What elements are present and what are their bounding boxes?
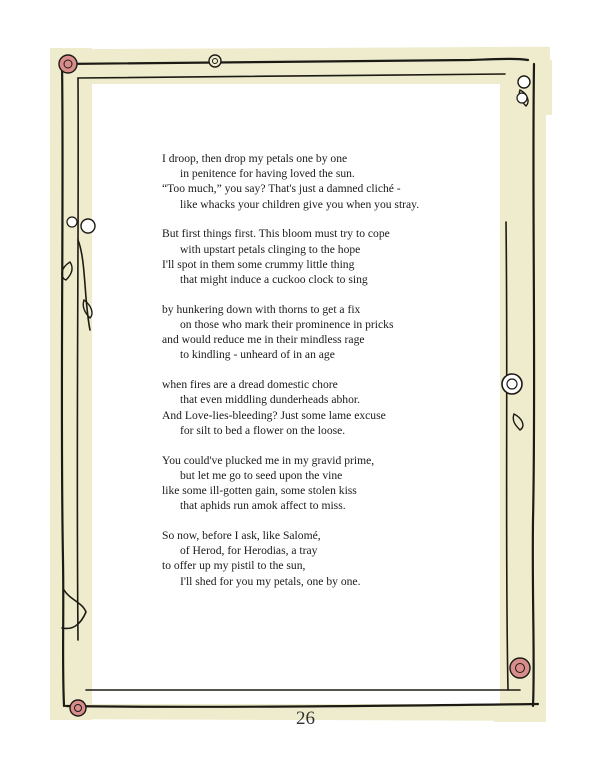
left-vine	[62, 62, 64, 706]
poem-line: “Too much,” you say? That's just a damned cliché -	[162, 182, 401, 196]
leaf-icon	[513, 414, 523, 430]
rose-icon	[59, 55, 77, 73]
right-inner-line	[506, 222, 508, 690]
stanza	[162, 377, 482, 438]
rose-icon	[510, 658, 530, 678]
poem-line: to kindling - unheard of in an age	[180, 348, 335, 362]
poem-line: with upstart petals clinging to the hope	[180, 242, 361, 256]
top-inner-line	[78, 74, 505, 78]
stanza	[162, 226, 482, 287]
page-number: 26	[296, 708, 315, 729]
stanza	[162, 453, 482, 514]
poem-line: and would reduce me in their mindless rage	[162, 333, 365, 347]
leaf-icon	[62, 262, 72, 280]
poem-line: I'll shed for you my petals, one by one.	[180, 574, 361, 588]
poem-line: that aphids run amok affect to miss.	[180, 499, 346, 513]
right-vine	[533, 64, 534, 706]
poem-line: like some ill-gotten gain, some stolen kiss	[162, 484, 357, 498]
poem-line: You could've plucked me in my gravid prime,	[162, 453, 375, 467]
poem-line: but let me go to seed upon the vine	[180, 468, 343, 482]
rose-icon	[209, 55, 221, 67]
poem-line: So now, before I ask, like Salomé,	[162, 529, 321, 543]
poem-line: of Herod, for Herodias, a tray	[180, 544, 318, 558]
poem-line: that might induce a cuckoo clock to sing	[180, 273, 368, 287]
animal-sketch	[62, 590, 86, 628]
poem	[162, 151, 482, 603]
poem-line: in penitence for having loved the sun.	[180, 167, 355, 181]
poem-line: on those who mark their prominence in pricks	[180, 318, 394, 332]
poem-line: like whacks your children give you when you stray.	[180, 197, 420, 211]
poem-line: when fires are a dread domestic chore	[162, 378, 338, 392]
stanza	[162, 302, 482, 363]
rose-icon	[70, 700, 86, 716]
bottom-vine	[66, 704, 538, 707]
poem-line: by hunkering down with thorns to get a fix	[162, 302, 361, 316]
left-inner-line	[77, 78, 78, 640]
poem-line: to offer up my pistil to the sun,	[162, 559, 306, 573]
poem-line: But first things first. This bloom must try to cope	[162, 227, 390, 241]
stanza	[162, 528, 482, 589]
top-vine	[60, 59, 528, 64]
flower-icon	[67, 217, 95, 233]
poem-line: that even middling dunderheads abhor.	[180, 393, 360, 407]
stanza	[162, 151, 482, 212]
poem-line: I droop, then drop my petals one by one	[162, 152, 348, 165]
poem-line: for silt to bed a flower on the loose.	[180, 423, 346, 437]
poem-line: And Love-lies-bleeding? Just some lame excuse	[162, 408, 386, 422]
poem-line: I'll spot in them some crummy little thing	[162, 257, 355, 271]
rose-icon	[502, 374, 522, 394]
